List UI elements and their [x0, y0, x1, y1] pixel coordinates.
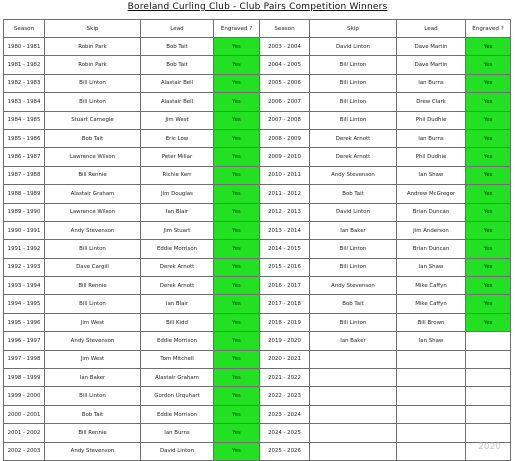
cell-lead: Mike Caffyn — [397, 295, 466, 313]
cell-engraved: Yes — [214, 38, 260, 56]
cell-lead: Bill Kidd — [141, 313, 214, 331]
cell-engraved: Yes — [466, 148, 511, 166]
cell-engraved: Yes — [466, 56, 511, 74]
cell-skip: Ian Baker — [310, 221, 397, 239]
cell-lead — [397, 350, 466, 368]
cell-season: 2007 - 2008 — [260, 111, 310, 129]
cell-season: 2022 - 2023 — [260, 387, 310, 405]
cell-lead: Eddie Morrison — [141, 405, 214, 423]
cell-season: 2010 - 2011 — [260, 166, 310, 184]
cell-lead: Phil Dudhie — [397, 148, 466, 166]
table-row — [4, 111, 511, 129]
cell-engraved: Yes — [214, 203, 260, 221]
cell-engraved — [466, 424, 511, 442]
cell-season: 2000 - 2001 — [4, 405, 45, 423]
cell-engraved: Yes — [214, 332, 260, 350]
cell-skip: Bill Linton — [310, 56, 397, 74]
cell-engraved: Yes — [214, 424, 260, 442]
cell-season: 2002 - 2003 — [4, 442, 45, 460]
cell-season: 1998 - 1999 — [4, 369, 45, 387]
cell-lead: Eddie Morrison — [141, 332, 214, 350]
header-skip: Skip — [45, 20, 141, 38]
header-lead: Lead — [141, 20, 214, 38]
table-row — [4, 424, 511, 442]
cell-lead: Dave Martin — [397, 56, 466, 74]
cell-engraved: Yes — [466, 277, 511, 295]
cell-engraved: Yes — [466, 166, 511, 184]
cell-lead: Gordon Urquhart — [141, 387, 214, 405]
cell-engraved: Yes — [214, 74, 260, 92]
cell-lead: Alastair Graham — [141, 369, 214, 387]
cell-engraved: Yes — [466, 221, 511, 239]
cell-skip: Alastair Graham — [45, 185, 141, 203]
cell-engraved: Yes — [214, 313, 260, 331]
table-row — [4, 129, 511, 147]
cell-skip: Stuart Carnegie — [45, 111, 141, 129]
cell-season: 2008 - 2009 — [260, 129, 310, 147]
cell-engraved: Yes — [214, 221, 260, 239]
cell-skip: Bob Tait — [310, 295, 397, 313]
cell-season: 1985 - 1986 — [4, 129, 45, 147]
cell-lead: Drew Clark — [397, 93, 466, 111]
header-season: Season — [4, 20, 45, 38]
cell-season: 1983 - 1984 — [4, 93, 45, 111]
cell-season: 1988 - 1989 — [4, 185, 45, 203]
cell-season: 2020 - 2021 — [260, 350, 310, 368]
cell-season: 2011 - 2012 — [260, 185, 310, 203]
cell-season: 1980 - 1981 — [4, 38, 45, 56]
cell-season: 1992 - 1993 — [4, 258, 45, 276]
table-row — [4, 387, 511, 405]
cell-lead: Tom Mitchell — [141, 350, 214, 368]
cell-season: 1990 - 1991 — [4, 221, 45, 239]
cell-engraved: Yes — [214, 56, 260, 74]
cell-lead: Bob Tait — [141, 56, 214, 74]
cell-engraved — [466, 369, 511, 387]
cell-skip: Bill Rennie — [45, 277, 141, 295]
cell-lead: Bill Brown — [397, 313, 466, 331]
table-row — [4, 56, 511, 74]
cell-engraved: Yes — [466, 203, 511, 221]
table-row — [4, 166, 511, 184]
cell-lead — [397, 369, 466, 387]
cell-lead: Brian Duncan — [397, 203, 466, 221]
cell-season: 2024 - 2025 — [260, 424, 310, 442]
cell-engraved — [466, 405, 511, 423]
cell-skip: Bill Linton — [310, 74, 397, 92]
cell-season: 1991 - 1992 — [4, 240, 45, 258]
cell-skip: Robin Park — [45, 38, 141, 56]
cell-season: 2023 - 2024 — [260, 405, 310, 423]
cell-season: 1989 - 1990 — [4, 203, 45, 221]
cell-skip: Bob Tait — [310, 185, 397, 203]
cell-skip: Bill Linton — [45, 93, 141, 111]
cell-season: 1981 - 1982 — [4, 56, 45, 74]
cell-season: 1993 - 1994 — [4, 277, 45, 295]
cell-engraved — [466, 350, 511, 368]
header-engraved: Engraved ? — [214, 20, 260, 38]
cell-skip: Bill Linton — [310, 111, 397, 129]
cell-season: 2017 - 2018 — [260, 295, 310, 313]
header-skip: Skip — [310, 20, 397, 38]
cell-season: 2003 - 2004 — [260, 38, 310, 56]
cell-lead: Eddie Morrison — [141, 240, 214, 258]
cell-engraved: Yes — [214, 93, 260, 111]
cell-lead: Derek Arnott — [141, 258, 214, 276]
cell-lead — [397, 405, 466, 423]
cell-season: 1994 - 1995 — [4, 295, 45, 313]
cell-engraved: Yes — [214, 185, 260, 203]
table-row — [4, 295, 511, 313]
cell-season: 2005 - 2006 — [260, 74, 310, 92]
cell-skip: Jim West — [45, 313, 141, 331]
cell-season: 1999 - 2000 — [4, 387, 45, 405]
cell-skip: Derek Arnott — [310, 148, 397, 166]
cell-lead: Peter Millar — [141, 148, 214, 166]
cell-lead: Ian Shaw — [397, 166, 466, 184]
cell-skip: Ian Baker — [310, 332, 397, 350]
cell-skip: David Linton — [310, 203, 397, 221]
table-row — [4, 369, 511, 387]
cell-season: 2021 - 2022 — [260, 369, 310, 387]
cell-skip: Bill Linton — [45, 387, 141, 405]
cell-lead: Ian Burns — [141, 424, 214, 442]
cell-engraved: Yes — [466, 258, 511, 276]
cell-lead: Ian Shaw — [397, 332, 466, 350]
cell-lead: Ian Burns — [397, 129, 466, 147]
cell-lead: Derek Arnott — [141, 277, 214, 295]
cell-season: 2015 - 2016 — [260, 258, 310, 276]
cell-engraved: Yes — [466, 111, 511, 129]
cell-engraved: Yes — [466, 240, 511, 258]
table-row — [4, 277, 511, 295]
table-row — [4, 442, 511, 460]
cell-skip: David Linton — [310, 38, 397, 56]
cell-engraved: Yes — [214, 350, 260, 368]
cell-season: 1996 - 1997 — [4, 332, 45, 350]
table-row — [4, 148, 511, 166]
cell-lead: Richie Kerr — [141, 166, 214, 184]
cell-engraved: Yes — [466, 313, 511, 331]
header-row — [4, 20, 511, 38]
cell-engraved: Yes — [466, 295, 511, 313]
cell-engraved: Yes — [214, 148, 260, 166]
cell-engraved: Yes — [214, 258, 260, 276]
cell-engraved — [466, 332, 511, 350]
cell-lead: Ian Blair — [141, 203, 214, 221]
cell-skip: Bob Tait — [45, 129, 141, 147]
cell-season: 1997 - 1998 — [4, 350, 45, 368]
cell-engraved: Yes — [214, 442, 260, 460]
cell-skip: Andy Stevenson — [45, 332, 141, 350]
cell-skip: Bill Linton — [45, 295, 141, 313]
cell-season: 1982 - 1983 — [4, 74, 45, 92]
cell-skip — [310, 369, 397, 387]
cell-skip: Bill Linton — [310, 240, 397, 258]
header-lead: Lead — [397, 20, 466, 38]
table-row — [4, 221, 511, 239]
table-body — [4, 38, 511, 461]
cell-season: 2025 - 2026 — [260, 442, 310, 460]
cell-lead: Ian Burns — [397, 74, 466, 92]
table-row — [4, 258, 511, 276]
cell-lead — [397, 424, 466, 442]
cell-season: 2018 - 2019 — [260, 313, 310, 331]
cell-lead: Ian Blair — [141, 295, 214, 313]
cell-season: 2012 - 2013 — [260, 203, 310, 221]
winners-table — [3, 19, 511, 461]
cell-engraved: Yes — [214, 111, 260, 129]
header-season: Season — [260, 20, 310, 38]
cell-season: 2014 - 2015 — [260, 240, 310, 258]
cell-engraved: Yes — [214, 277, 260, 295]
cell-engraved: Yes — [214, 295, 260, 313]
cell-skip — [310, 387, 397, 405]
cell-engraved: Yes — [466, 38, 511, 56]
cell-engraved: Yes — [466, 74, 511, 92]
cell-lead: Alastair Bell — [141, 74, 214, 92]
cell-skip — [310, 405, 397, 423]
page-title: Boreland Curling Club - Club Pairs Competition Winners — [127, 2, 388, 12]
cell-lead: Mike Caffyn — [397, 277, 466, 295]
cell-skip: Andy Stevenson — [310, 277, 397, 295]
cell-skip: Bill Linton — [45, 74, 141, 92]
cell-skip: Bill Linton — [310, 93, 397, 111]
table-row — [4, 313, 511, 331]
cell-season: 1987 - 1988 — [4, 166, 45, 184]
cell-lead: Brian Duncan — [397, 240, 466, 258]
cell-skip: Bill Rennie — [45, 166, 141, 184]
cell-lead: Jim Stuart — [141, 221, 214, 239]
cell-skip: Andy Stevenson — [45, 442, 141, 460]
cell-season: 2006 - 2007 — [260, 93, 310, 111]
cell-engraved: Yes — [466, 185, 511, 203]
table-row — [4, 405, 511, 423]
cell-skip: Lawrence Wilson — [45, 148, 141, 166]
cell-season: 2009 - 2010 — [260, 148, 310, 166]
cell-engraved: Yes — [214, 240, 260, 258]
cell-skip: Lawrence Wilson — [45, 203, 141, 221]
cell-skip: Dave Cargill — [45, 258, 141, 276]
cell-season: 2001 - 2002 — [4, 424, 45, 442]
cell-skip: Andy Stevenson — [45, 221, 141, 239]
cell-lead: Jim Anderson — [397, 221, 466, 239]
cell-engraved: Yes — [214, 405, 260, 423]
cell-lead: Jim West — [141, 111, 214, 129]
cell-engraved: Yes — [214, 387, 260, 405]
cell-lead — [397, 387, 466, 405]
cell-lead — [397, 442, 466, 460]
cell-lead: Ian Shaw — [397, 258, 466, 276]
cell-lead: Phil Dudhie — [397, 111, 466, 129]
cell-skip: Bob Tait — [45, 405, 141, 423]
cell-lead: David Linton — [141, 442, 214, 460]
cell-engraved: Yes — [214, 166, 260, 184]
cell-skip: Andy Stevenson — [310, 166, 397, 184]
cell-engraved: Yes — [214, 129, 260, 147]
cell-season: 2016 - 2017 — [260, 277, 310, 295]
cell-skip: Ian Baker — [45, 369, 141, 387]
cell-skip: Robin Park — [45, 56, 141, 74]
cell-season: 2019 - 2020 — [260, 332, 310, 350]
cell-lead: Andrew McGregor — [397, 185, 466, 203]
table-row — [4, 38, 511, 56]
table-row — [4, 93, 511, 111]
cell-season: 1984 - 1985 — [4, 111, 45, 129]
cell-lead: Alastair Bell — [141, 93, 214, 111]
header-engraved: Engraved ? — [466, 20, 511, 38]
cell-skip: Jim West — [45, 350, 141, 368]
cell-lead: Eric Low — [141, 129, 214, 147]
cell-engraved: Yes — [214, 369, 260, 387]
table-row — [4, 185, 511, 203]
table-row — [4, 240, 511, 258]
cell-engraved: Yes — [466, 129, 511, 147]
table-row — [4, 74, 511, 92]
cell-season: 2004 - 2005 — [260, 56, 310, 74]
table-row — [4, 332, 511, 350]
cell-skip — [310, 442, 397, 460]
cell-skip: Bill Linton — [310, 313, 397, 331]
cell-season: 1986 - 1987 — [4, 148, 45, 166]
cell-lead: Dave Martin — [397, 38, 466, 56]
cell-skip — [310, 424, 397, 442]
table-row — [4, 350, 511, 368]
cell-lead: Jim Douglas — [141, 185, 214, 203]
cell-season: 2013 - 2014 — [260, 221, 310, 239]
table-row — [4, 203, 511, 221]
cell-skip: Bill Linton — [310, 258, 397, 276]
cell-skip: Bill Linton — [45, 240, 141, 258]
cell-engraved: Yes — [466, 93, 511, 111]
cell-skip: Derek Arnott — [310, 129, 397, 147]
cell-skip: Bill Rennie — [45, 424, 141, 442]
watermark: 2020 — [478, 442, 501, 452]
cell-season: 1995 - 1996 — [4, 313, 45, 331]
cell-engraved — [466, 387, 511, 405]
cell-skip — [310, 350, 397, 368]
cell-lead: Bob Tait — [141, 38, 214, 56]
